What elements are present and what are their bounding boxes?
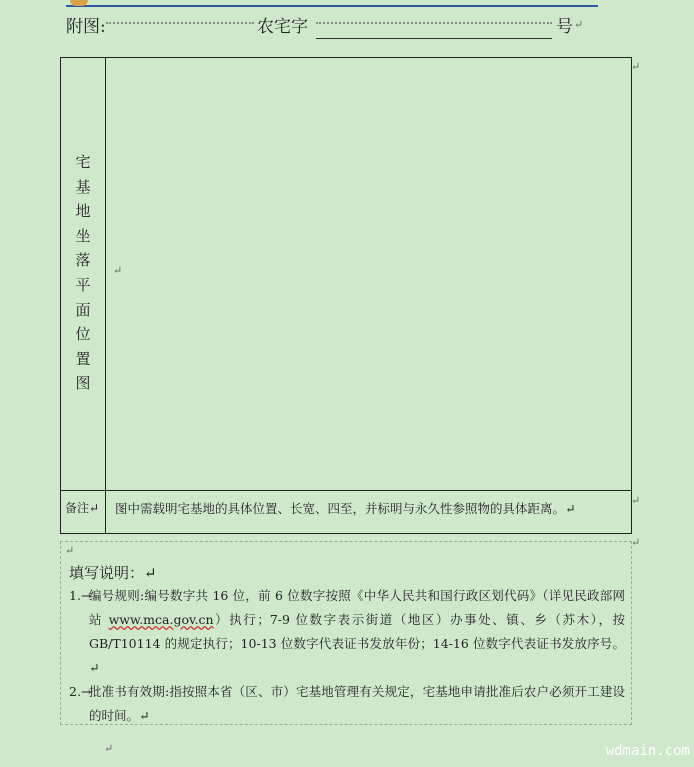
row-end-mark: ↵ [631,494,641,507]
item-number: 1.→ [69,588,92,603]
paragraph-mark: ↵ [104,742,114,755]
site-plan-table [60,57,641,534]
header-prefix: 附图: [66,17,106,37]
instructions-title: 填写说明：↵ [69,564,157,582]
site-plan-label: 宅 基 地 坐 落 平 面 位 置 图 [75,153,91,393]
paragraph-mark: ↵ [574,18,584,31]
site-watermark: wdmain.com [605,743,690,759]
mca-link[interactable]: www.mca.gov.cn [108,612,214,627]
drawing-area-mark: ↵ [113,264,123,277]
top-rule [66,5,598,7]
header-dotted-number [316,22,552,24]
instruction-item: 1.→ 编号规则:编号数字共 16 位，前 6 位数字按照《中华人民共和国行政区划代码》（详见民政部网站 www.mca.gov.cn）执行；7-9 位数字表示街道（地区）办事处、镇、乡（苏木），按 GB/T10114 的规定执行；10-13 位数字代表证书发放年份；14-16 位数字代表证书发放序号。↵ [69,584,625,680]
paragraph-mark: ↵ [65,544,75,557]
row-end-mark: ↵ [631,60,641,73]
paragraph-mark: ↵ [631,536,641,549]
header-underline [316,38,552,39]
instruction-item: 2.→ 批准书有效期:指按照本省（区、市）宅基地管理有关规定，宅基地申请批准后农户必须开工建设的时间。↵ [69,680,625,728]
header-suffix: 号 [556,17,573,37]
item-number: 2.→ [69,684,92,699]
remark-text: 图中需载明宅基地的具体位置、长宽、四至，并标明与永久性参照物的具体距离。↵ [115,501,576,516]
column-divider [105,58,106,533]
document-header [66,10,666,38]
row-divider [61,490,631,491]
remark-label: 备注↵ [65,501,100,515]
header-dotted-leader [106,22,254,24]
instructions-box [60,536,641,725]
header-middle: 农宅字 [257,17,308,37]
